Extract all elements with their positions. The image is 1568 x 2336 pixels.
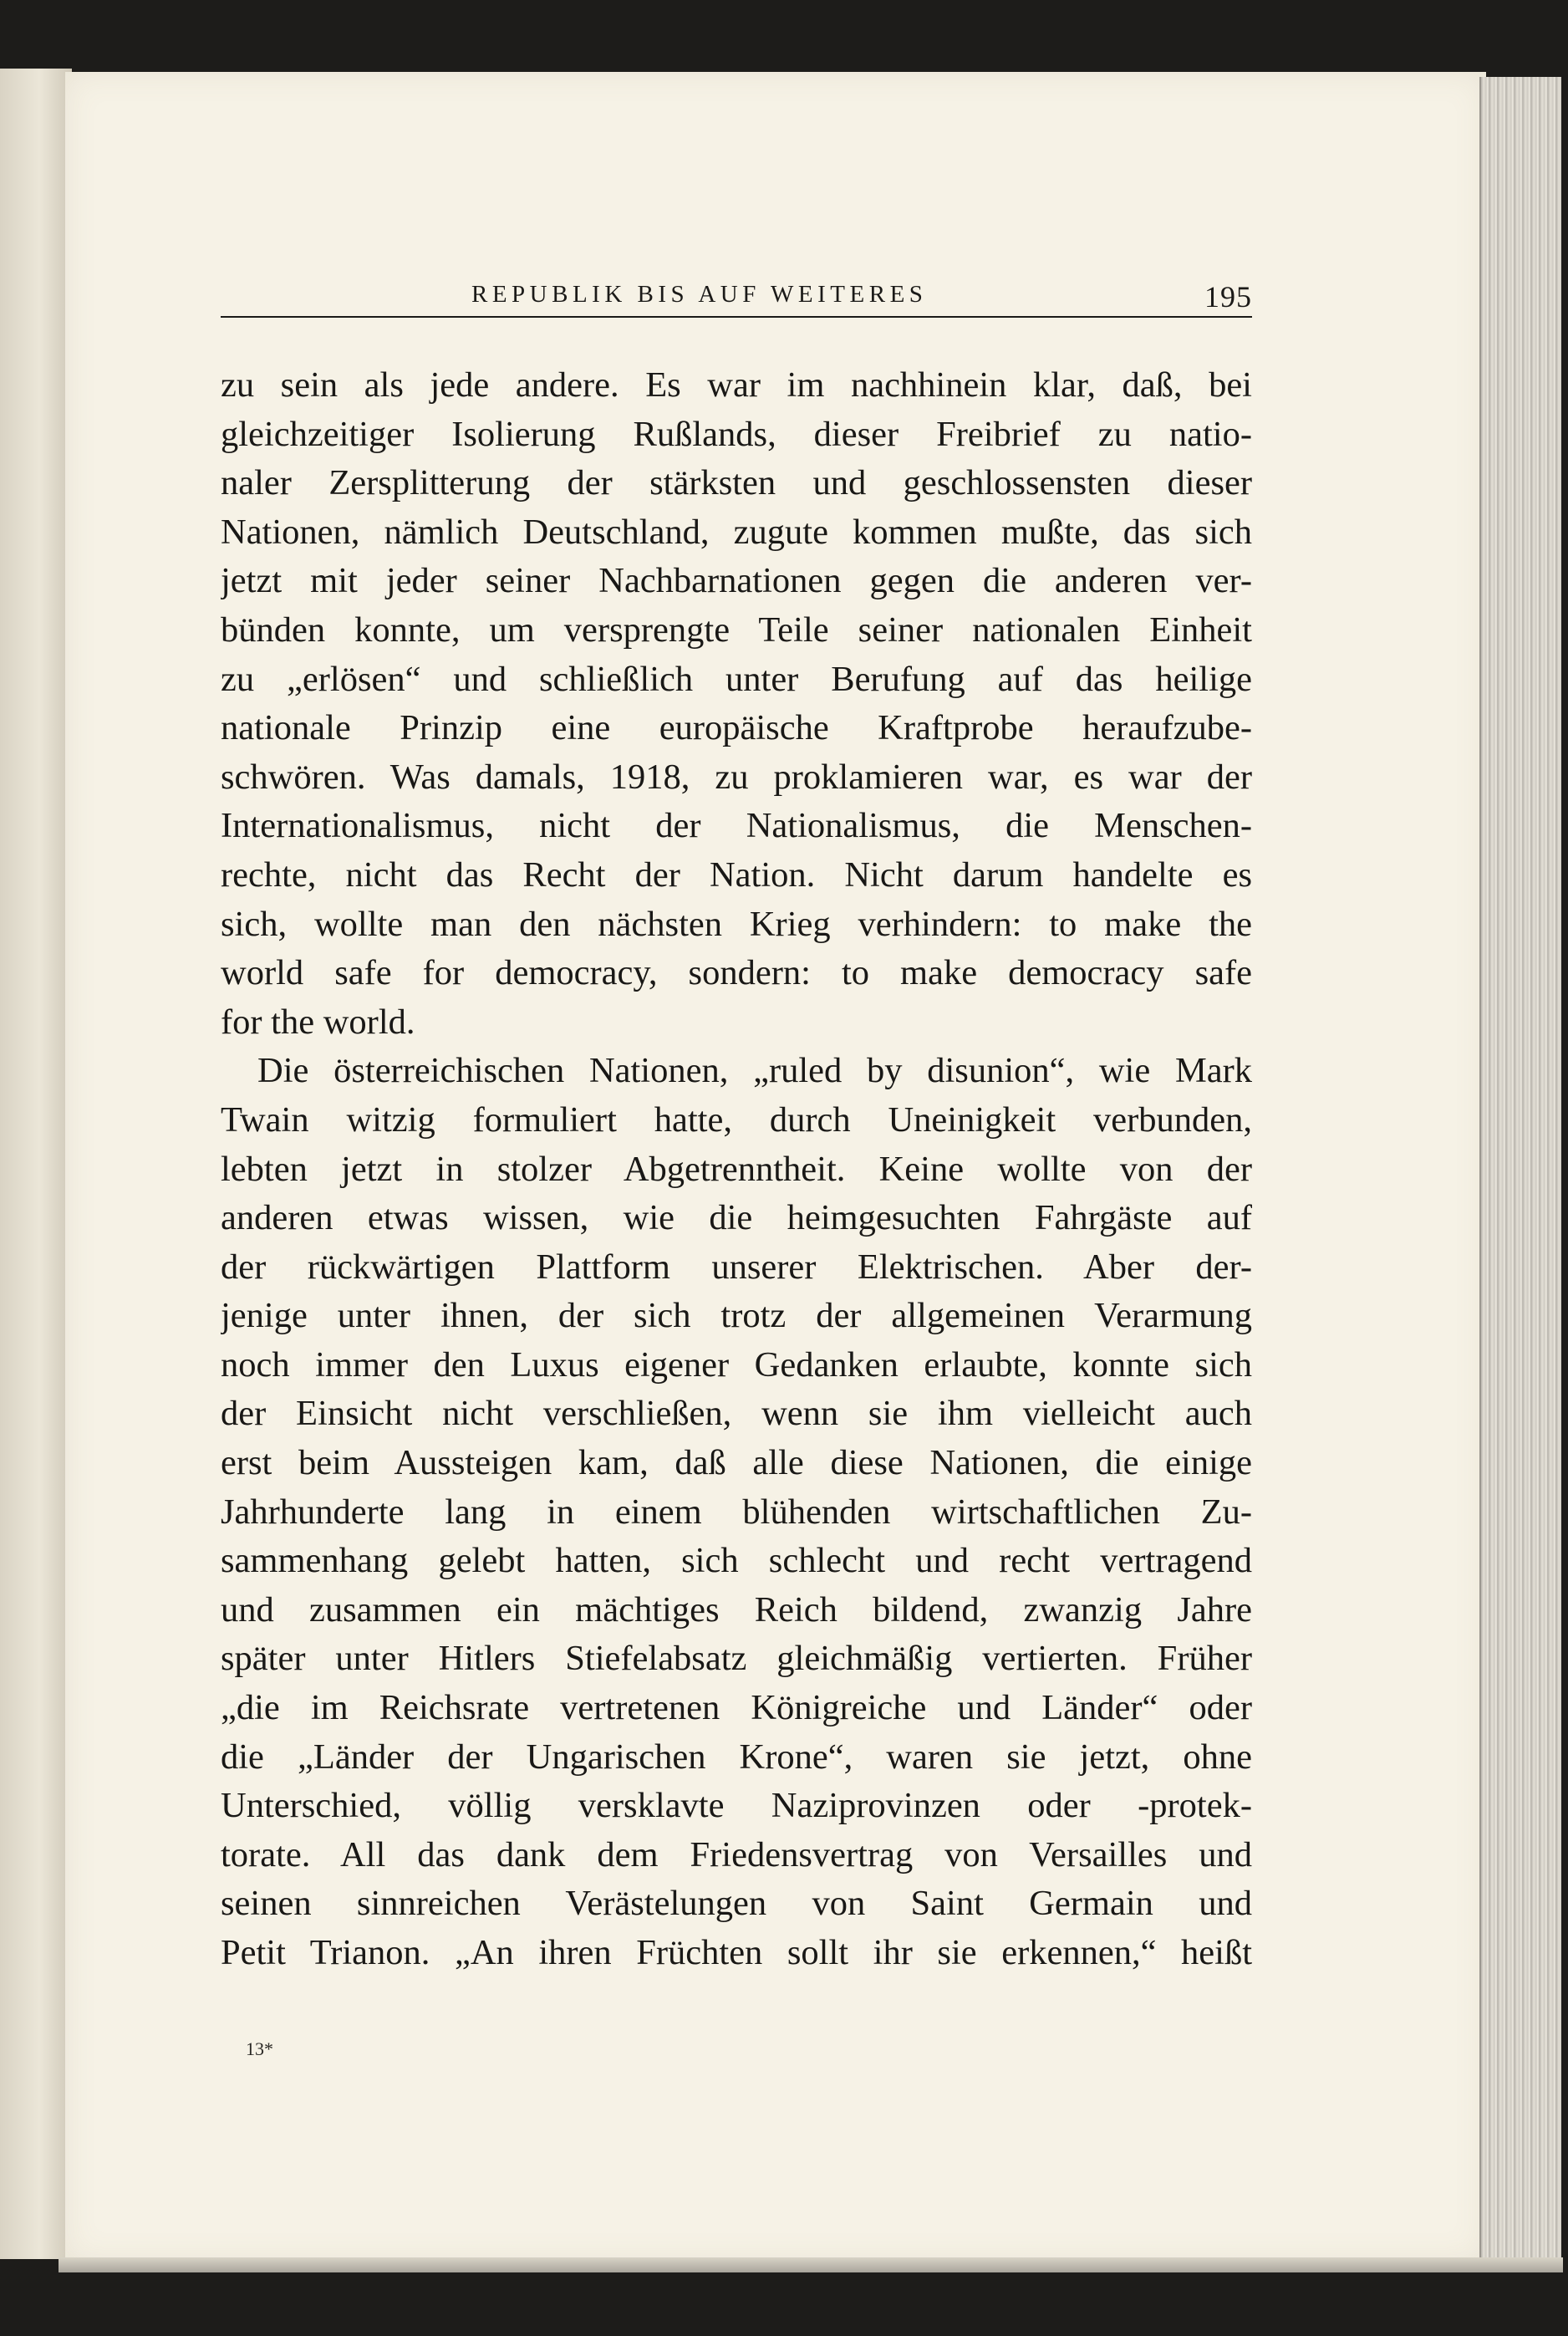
- paragraph: [221, 1047, 1252, 1977]
- text-line: Petit Trianon. „An ihren Früchten sollt ihr sie erkennen,“ heißt: [221, 1933, 1252, 1972]
- page-number: 195: [1204, 280, 1252, 314]
- body-text: [221, 361, 1252, 1978]
- paragraph: [221, 361, 1252, 1047]
- text-line: torate. All das dank dem Friedensvertrag von Versailles und: [221, 1834, 1252, 1874]
- text-line: naler Zersplitterung der stärksten und geschlossensten dieser: [221, 463, 1252, 503]
- signature-mark: 13*: [246, 2038, 273, 2059]
- previous-page-edge: [0, 69, 72, 2259]
- text-line: Internationalismus, nicht der Nationalismus, die Menschen-: [221, 806, 1252, 846]
- book-bottom-edge: [59, 2257, 1563, 2272]
- text-line: jenige unter ihnen, der sich trotz der allgemeinen Verarmung: [221, 1296, 1252, 1336]
- text-line: jetzt mit jeder seiner Nachbarnationen gegen die anderen ver-: [221, 561, 1252, 601]
- text-line: erst beim Aussteigen kam, daß alle diese Nationen, die einige: [221, 1443, 1252, 1483]
- text-line: sammenhang gelebt hatten, sich schlecht und recht vertragend: [221, 1541, 1252, 1581]
- text-line: später unter Hitlers Stiefelabsatz gleichmäßig vertierten. Früher: [221, 1639, 1252, 1679]
- text-line: sich, wollte man den nächsten Krieg verhindern: to make the: [221, 904, 1252, 944]
- text-line: bünden konnte, um versprengte Teile seiner nationalen Einheit: [221, 610, 1252, 650]
- text-line: der Einsicht nicht verschließen, wenn sie ihm vielleicht auch: [221, 1394, 1252, 1434]
- text-line: for the world.: [221, 1002, 415, 1042]
- text-line: der rückwärtigen Plattform unserer Elektrischen. Aber der-: [221, 1247, 1252, 1287]
- page-stack-edge: [1479, 77, 1561, 2259]
- text-line: nationale Prinzip eine europäische Kraftprobe heraufzube-: [221, 708, 1252, 748]
- text-line: die „Länder der Ungarischen Krone“, waren sie jetzt, ohne: [221, 1737, 1252, 1777]
- text-line: zu „erlösen“ und schließlich unter Berufung auf das heilige: [221, 659, 1252, 699]
- running-head-title: REPUBLIK BIS AUF WEITERES: [471, 281, 928, 308]
- text-line: Twain witzig formuliert hatte, durch Uneinigkeit verbunden,: [221, 1099, 1252, 1140]
- header-rule: [221, 316, 1252, 318]
- text-line: Die österreichischen Nationen, „ruled by disunion“, wie Mark: [257, 1051, 1252, 1091]
- text-line: noch immer den Luxus eigener Gedanken erlaubte, konnte sich: [221, 1344, 1252, 1385]
- running-head: [221, 278, 1252, 319]
- text-line: lebten jetzt in stolzer Abgetrenntheit. Keine wollte von der: [221, 1149, 1252, 1189]
- text-line: seinen sinnreichen Verästelungen von Saint Germain und: [221, 1884, 1252, 1924]
- text-line: rechte, nicht das Recht der Nation. Nicht darum handelte es: [221, 854, 1252, 895]
- text-line: und zusammen ein mächtiges Reich bildend, zwanzig Jahre: [221, 1589, 1252, 1630]
- text-line: Nationen, nämlich Deutschland, zugute kommen mußte, das sich: [221, 512, 1252, 552]
- text-line: anderen etwas wissen, wie die heimgesuchten Fahrgäste auf: [221, 1198, 1252, 1238]
- text-line: Jahrhunderte lang in einem blühenden wirtschaftlichen Zu-: [221, 1492, 1252, 1532]
- text-line: world safe for democracy, sondern: to make democracy safe: [221, 953, 1252, 993]
- text-line: Unterschied, völlig versklavte Naziprovinzen oder -protek-: [221, 1786, 1252, 1826]
- text-line: zu sein als jede andere. Es war im nachhinein klar, daß, bei: [221, 365, 1252, 405]
- text-line: gleichzeitiger Isolierung Rußlands, dieser Freibrief zu natio-: [221, 414, 1252, 454]
- text-line: schwören. Was damals, 1918, zu proklamieren war, es war der: [221, 757, 1252, 797]
- text-line: „die im Reichsrate vertretenen Königreiche und Länder“ oder: [221, 1688, 1252, 1728]
